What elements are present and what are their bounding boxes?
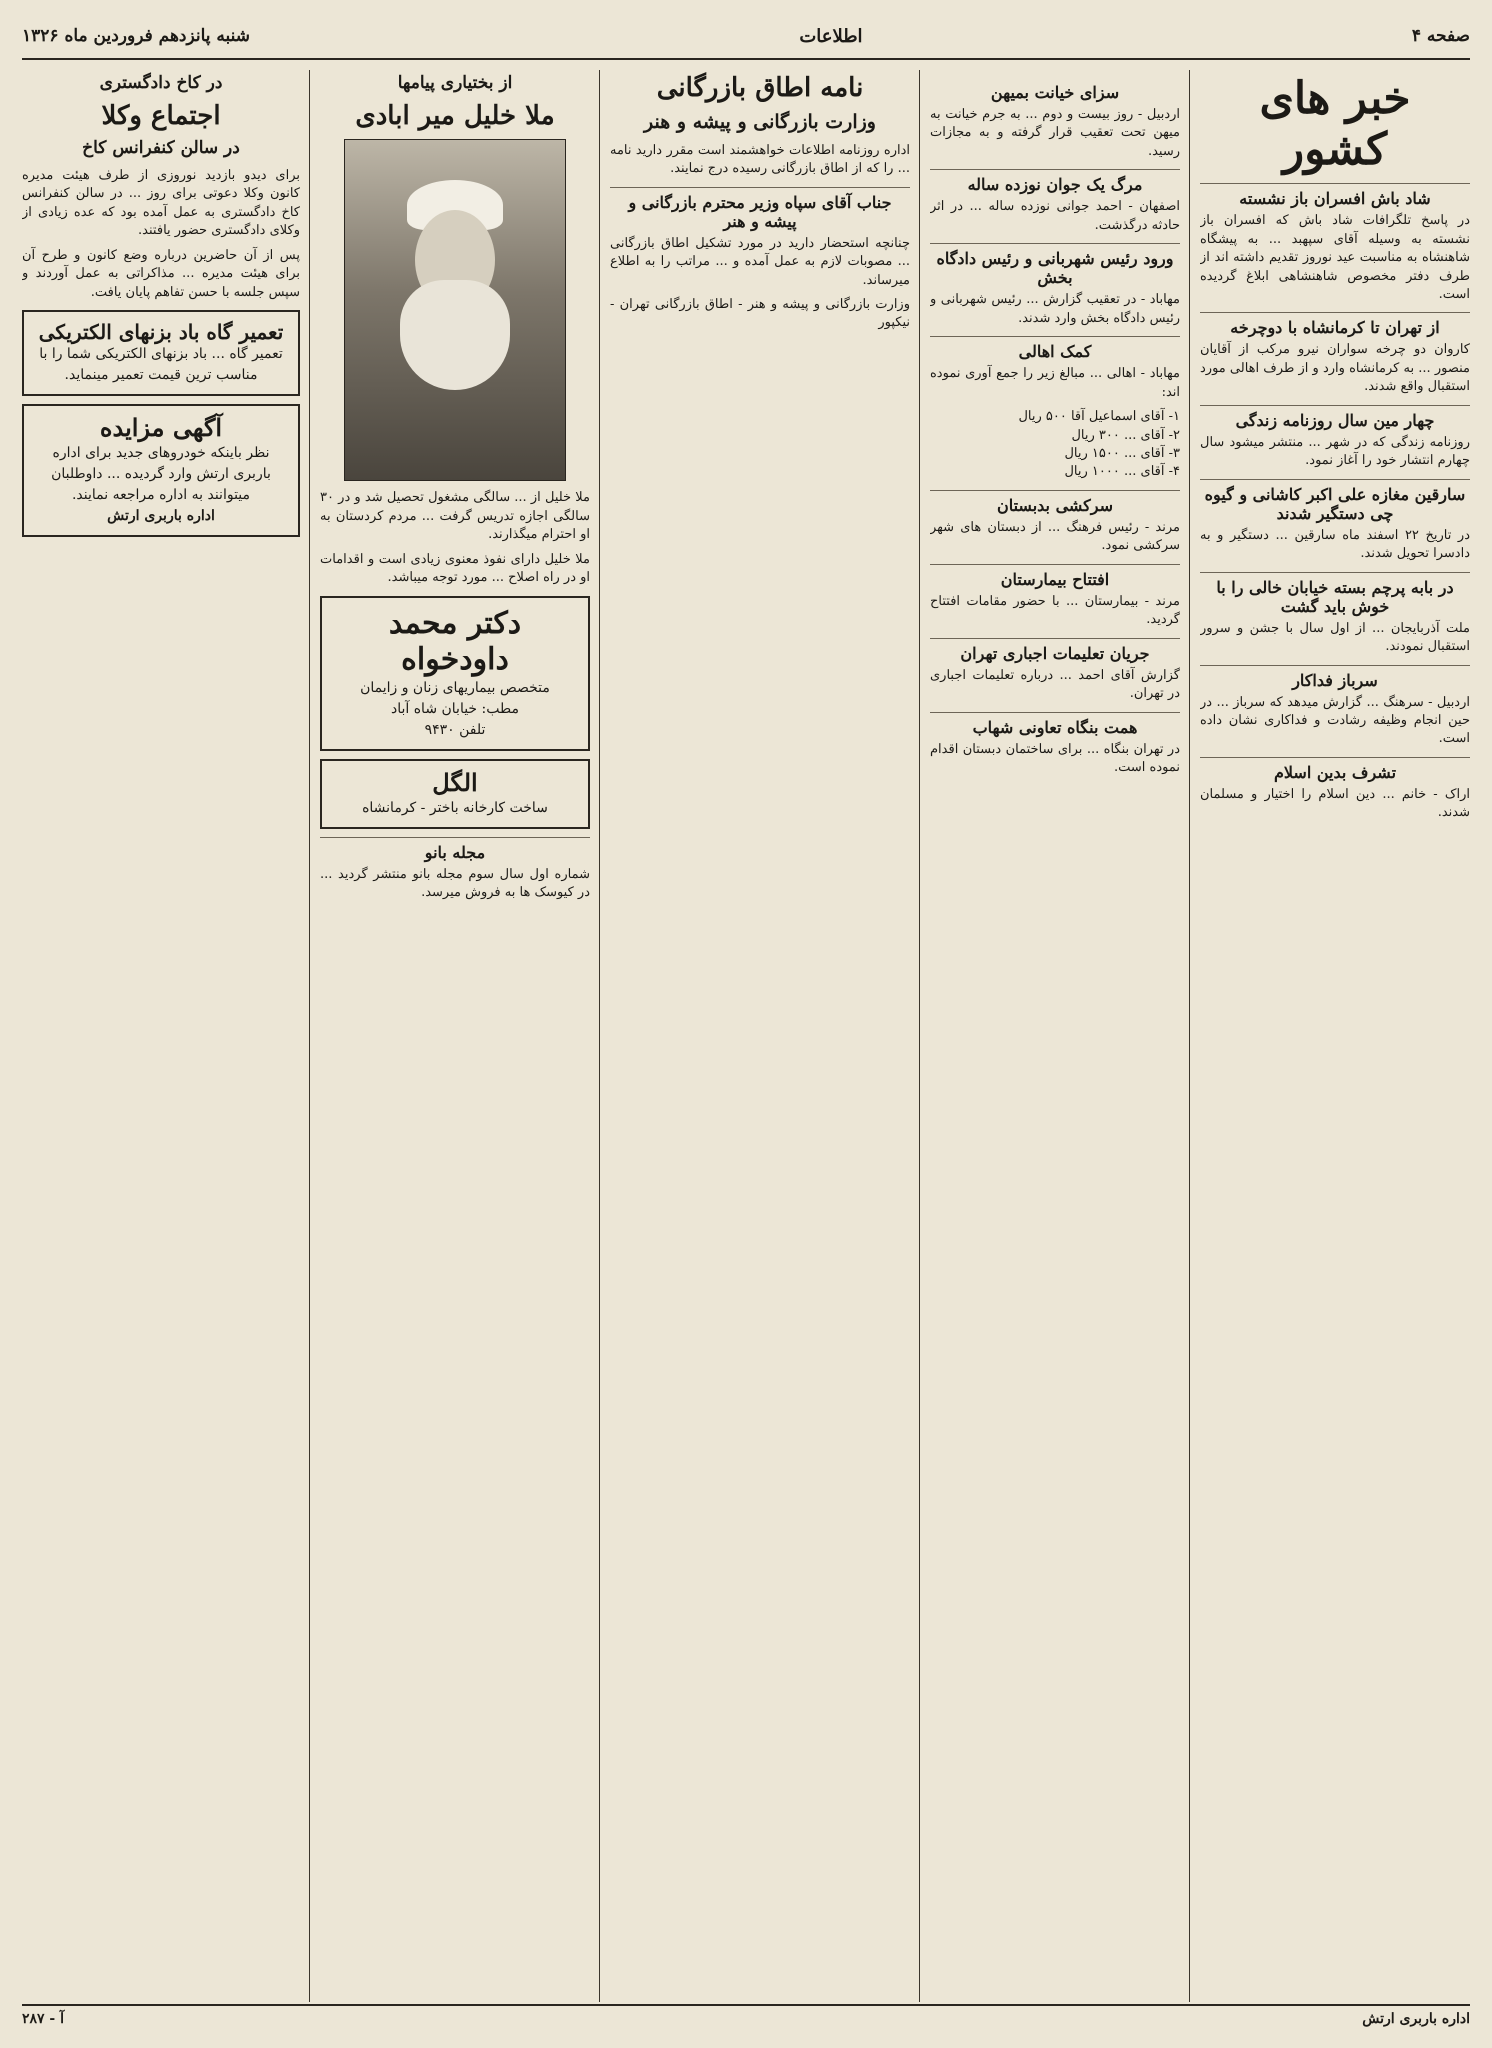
col1-s2-title: از تهران تا کرمانشاه با دوچرخه	[1200, 312, 1470, 337]
doctor-ad	[320, 596, 590, 751]
col2-s7-title: جریان تعلیمات اجباری تهران	[930, 638, 1180, 663]
col2-s5-body: مرند - رئیس فرهنگ ... از دبستان های شهر سرکشی نمود.	[930, 519, 1180, 554]
page-label: صفحه ۴	[1411, 26, 1470, 46]
col1-s5-body: ملت آذربایجان ... از اول سال با جشن و سرور استقبال نمودند.	[1200, 620, 1470, 655]
col2-s1-body: اردبیل - روز بیست و دوم ... به جرم خیانت به میهن تحت تعقیب قرار گرفته و به مجازات رسید.	[930, 107, 1180, 159]
col1-s2-body: کاروان دو چرخه سواران نیرو مرکب از آقایان منصور ... به کرمانشاه وارد و از طرف اهالی مورد استقبال واقع شدند.	[1200, 342, 1470, 395]
col2-s4-title: کمک اهالی	[930, 336, 1180, 361]
column-3	[610, 70, 910, 2002]
col1-s6-title: سرباز فداکار	[1200, 665, 1470, 690]
col1-s1-body: در پاسخ تلگرافات شاد باش که افسران باز نشسته به وسیله آقای سپهبد ... به پیشگاه شاهنشاه به مناسبت عید نوروز تقدیم داشته اند از طرف دفتر مخصوص شاهنشاهی ابلاغ گردیده است.	[1200, 213, 1470, 302]
column-2	[930, 70, 1180, 2002]
col1-s1-title: شاد باش افسران باز نشسته	[1200, 183, 1470, 208]
col1-s6-body: اردبیل - سرهنگ ... گزارش میدهد که سرباز ... در حین انجام وظیفه رشادت و فداکاری نشان داده است.	[1200, 694, 1470, 747]
col2-s3-body: مهاباد - در تعقیب گزارش ... رئیس شهربانی و رئیس دادگاه بخش وارد شدند.	[930, 292, 1180, 326]
col4-s3-title: مجله بانو	[320, 837, 590, 862]
col4-headline: از بختیاری پیامها	[397, 73, 513, 93]
masthead	[22, 14, 1470, 60]
col2-s2-body: اصفهان - احمد جوانی نوزده ساله ... در اثر حادثه درگذشت.	[930, 199, 1180, 233]
col2-s8-title: همت بنگاه تعاونی شهاب	[930, 712, 1180, 737]
col2-s7-body: گزارش آقای احمد ... درباره تعلیمات اجباری در تهران.	[930, 667, 1180, 702]
col3-subhead: وزارت بازرگانی و پیشه و هنر	[644, 110, 876, 133]
date-line: شنبه پانزدهم فروردین ماه ۱۳۲۶	[22, 26, 251, 46]
col4-s2-body: ملا خلیل دارای نفوذ معنوی زیادی است و اقدامات او در راه اصلاح ... مورد توجه میباشد.	[320, 551, 590, 586]
col5-s1-body: برای دیدو بازدید نوروزی از طرف هیئت مدیره کانون وکلا دعوتی برای روز ... در سالن کنفرانس کاخ دادگستری به عمل آمده بود که عده زیادی از وکلای دادگستری حضور یافتند.	[22, 167, 300, 239]
col5-sub2: در سالن کنفرانس کاخ	[82, 138, 240, 159]
column-rule	[599, 70, 600, 2002]
auction-body: نظر باینکه خودروهای جدید برای اداره باربری ارتش وارد گردیده ... داوطلبان میتوانند به اداره مراجعه نمایند.	[51, 444, 271, 503]
doctor-line-2: مطب: خیابان شاه آباد	[390, 700, 519, 717]
alcohol-ad-title: الگل	[432, 767, 478, 797]
column-1	[1200, 70, 1470, 2002]
col2-s1-title: سزای خیانت بمیهن	[990, 83, 1120, 102]
col2-s5-title: سرکشی بدبستان	[930, 490, 1180, 515]
paper-name: اطلاعات	[799, 25, 863, 47]
portrait-beard	[400, 280, 510, 390]
col4-s1-body: ملا خلیل از ... سالگی مشغول تحصیل شد و در ۳۰ سالگی اجازه تدریس گرفت ... مردم کردستان به او احترام میگذارند.	[320, 490, 590, 543]
col1-s3-title: چهار مین سال روزنامه زندگی	[1200, 405, 1470, 430]
footer-right: اداره باربری ارتش	[1362, 2011, 1470, 2027]
page-footer	[22, 2004, 1470, 2032]
col2-s6-title: افتتاح بیمارستان	[930, 564, 1180, 589]
col2-s6-body: مرند - بیمارستان ... با حضور مقامات افتتاح گردید.	[930, 593, 1180, 628]
col1-headline: خبر های کشور	[1259, 73, 1411, 175]
column-rule	[1189, 70, 1190, 2002]
auction-signature: اداره باربری ارتش	[107, 507, 215, 524]
col1-s7-title: تشرف بدین اسلام	[1200, 757, 1470, 782]
auction-ad	[22, 404, 300, 537]
column-rule	[919, 70, 920, 2002]
column-rule	[309, 70, 310, 2002]
fan-repair-ad	[22, 310, 300, 396]
col3-s1-body: اداره روزنامه اطلاعات خواهشمند است مقرر دارید نامه ... را که از اطاق بازرگانی رسیده درج نمایند.	[610, 142, 910, 177]
col4-s3-body: شماره اول سال سوم مجله بانو منتشر گردید ... در کیوسک ها به فروش میرسد.	[320, 866, 590, 900]
col1-s4-body: در تاریخ ۲۲ اسفند ماه سارقین ... دستگیر و به دادسرا تحویل شدند.	[1200, 527, 1470, 562]
alcohol-ad	[320, 759, 590, 829]
col2-s4-body: مهاباد - اهالی ... مبالغ زیر را جمع آوری نموده اند:	[930, 366, 1180, 400]
auction-title: آگهی مزایده	[99, 413, 223, 443]
col1-s5-title: در بابه پرچم بسته خیابان خالی را با خوش باید گشت	[1200, 572, 1470, 616]
doctor-line-3: تلفن ۹۴۳۰	[424, 721, 486, 738]
portrait-photo	[344, 139, 566, 481]
column-4	[320, 70, 590, 2002]
col3-s2-body: چنانچه استحضار دارید در مورد تشکیل اطاق بازرگانی ... مصوبات لازم به عمل آمده و ... مراتب را به اطلاع میرساند.	[610, 235, 910, 288]
col2-s2-title: مرگ یک جوان نوزده ساله	[930, 169, 1180, 194]
fan-repair-title: تعمیر گاه باد بزنهای الکتریکی	[38, 320, 284, 345]
col4-name: ملا خلیل میر ابادی	[355, 100, 555, 131]
footer-left: آ - ۲۸۷	[22, 2011, 65, 2027]
col3-s2-title: جناب آقای سپاه وزیر محترم بازرگانی و پیشه و هنر	[610, 187, 910, 231]
col5-headline: در کاخ دادگستری	[99, 73, 223, 93]
col1-s4-title: سارقین مغازه علی اکبر کاشانی و گیوه چی دستگیر شدند	[1200, 479, 1470, 523]
col2-s4-list: ۱- آقای اسماعیل آقا ۵۰۰ ریال ۲- آقای ... ۳۰۰ ریال ۳- آقای ... ۱۵۰۰ ریال ۴- آقای ... ۱۰۰۰ ریال	[1018, 409, 1180, 480]
col1-s3-body: روزنامه زندگی که در شهر ... منتشر میشود سال چهارم انتشار خود را آغاز نمود.	[1200, 434, 1470, 469]
fan-repair-body: تعمیر گاه ... باد بزنهای الکتریکی شما را با مناسب ترین قیمت تعمیر مینماید.	[39, 346, 283, 384]
doctor-name: دکتر محمد داودخواه	[388, 605, 522, 677]
col5-s2-body: پس از آن حاضرین درباره وضع کانون و طرح آن برای هیئت مدیره ... مذاکراتی به عمل آوردند و سپس جلسه با حسن تفاهم پایان یافت.	[22, 247, 300, 300]
col3-s3-body: وزارت بازرگانی و پیشه و هنر - اطاق بازرگانی تهران - نیکپور	[610, 297, 910, 331]
alcohol-ad-line: ساخت کارخانه باختر - کرمانشاه	[362, 799, 548, 816]
col2-s8-body: در تهران بنگاه ... برای ساختمان دبستان اقدام نموده است.	[930, 741, 1180, 776]
col2-s3-title: ورود رئیس شهربانی و رئیس دادگاه بخش	[930, 243, 1180, 287]
newspaper-page	[22, 14, 1470, 2032]
col3-headline: نامه اطاق بازرگانی	[656, 73, 864, 103]
col5-subhead: اجتماع وکلا	[101, 100, 221, 131]
doctor-line-1: متخصص بیماریهای زنان و زایمان	[360, 679, 550, 696]
column-5	[22, 70, 300, 2002]
col1-s7-body: اراک - خانم ... دین اسلام را اختیار و مسلمان شدند.	[1200, 786, 1470, 821]
